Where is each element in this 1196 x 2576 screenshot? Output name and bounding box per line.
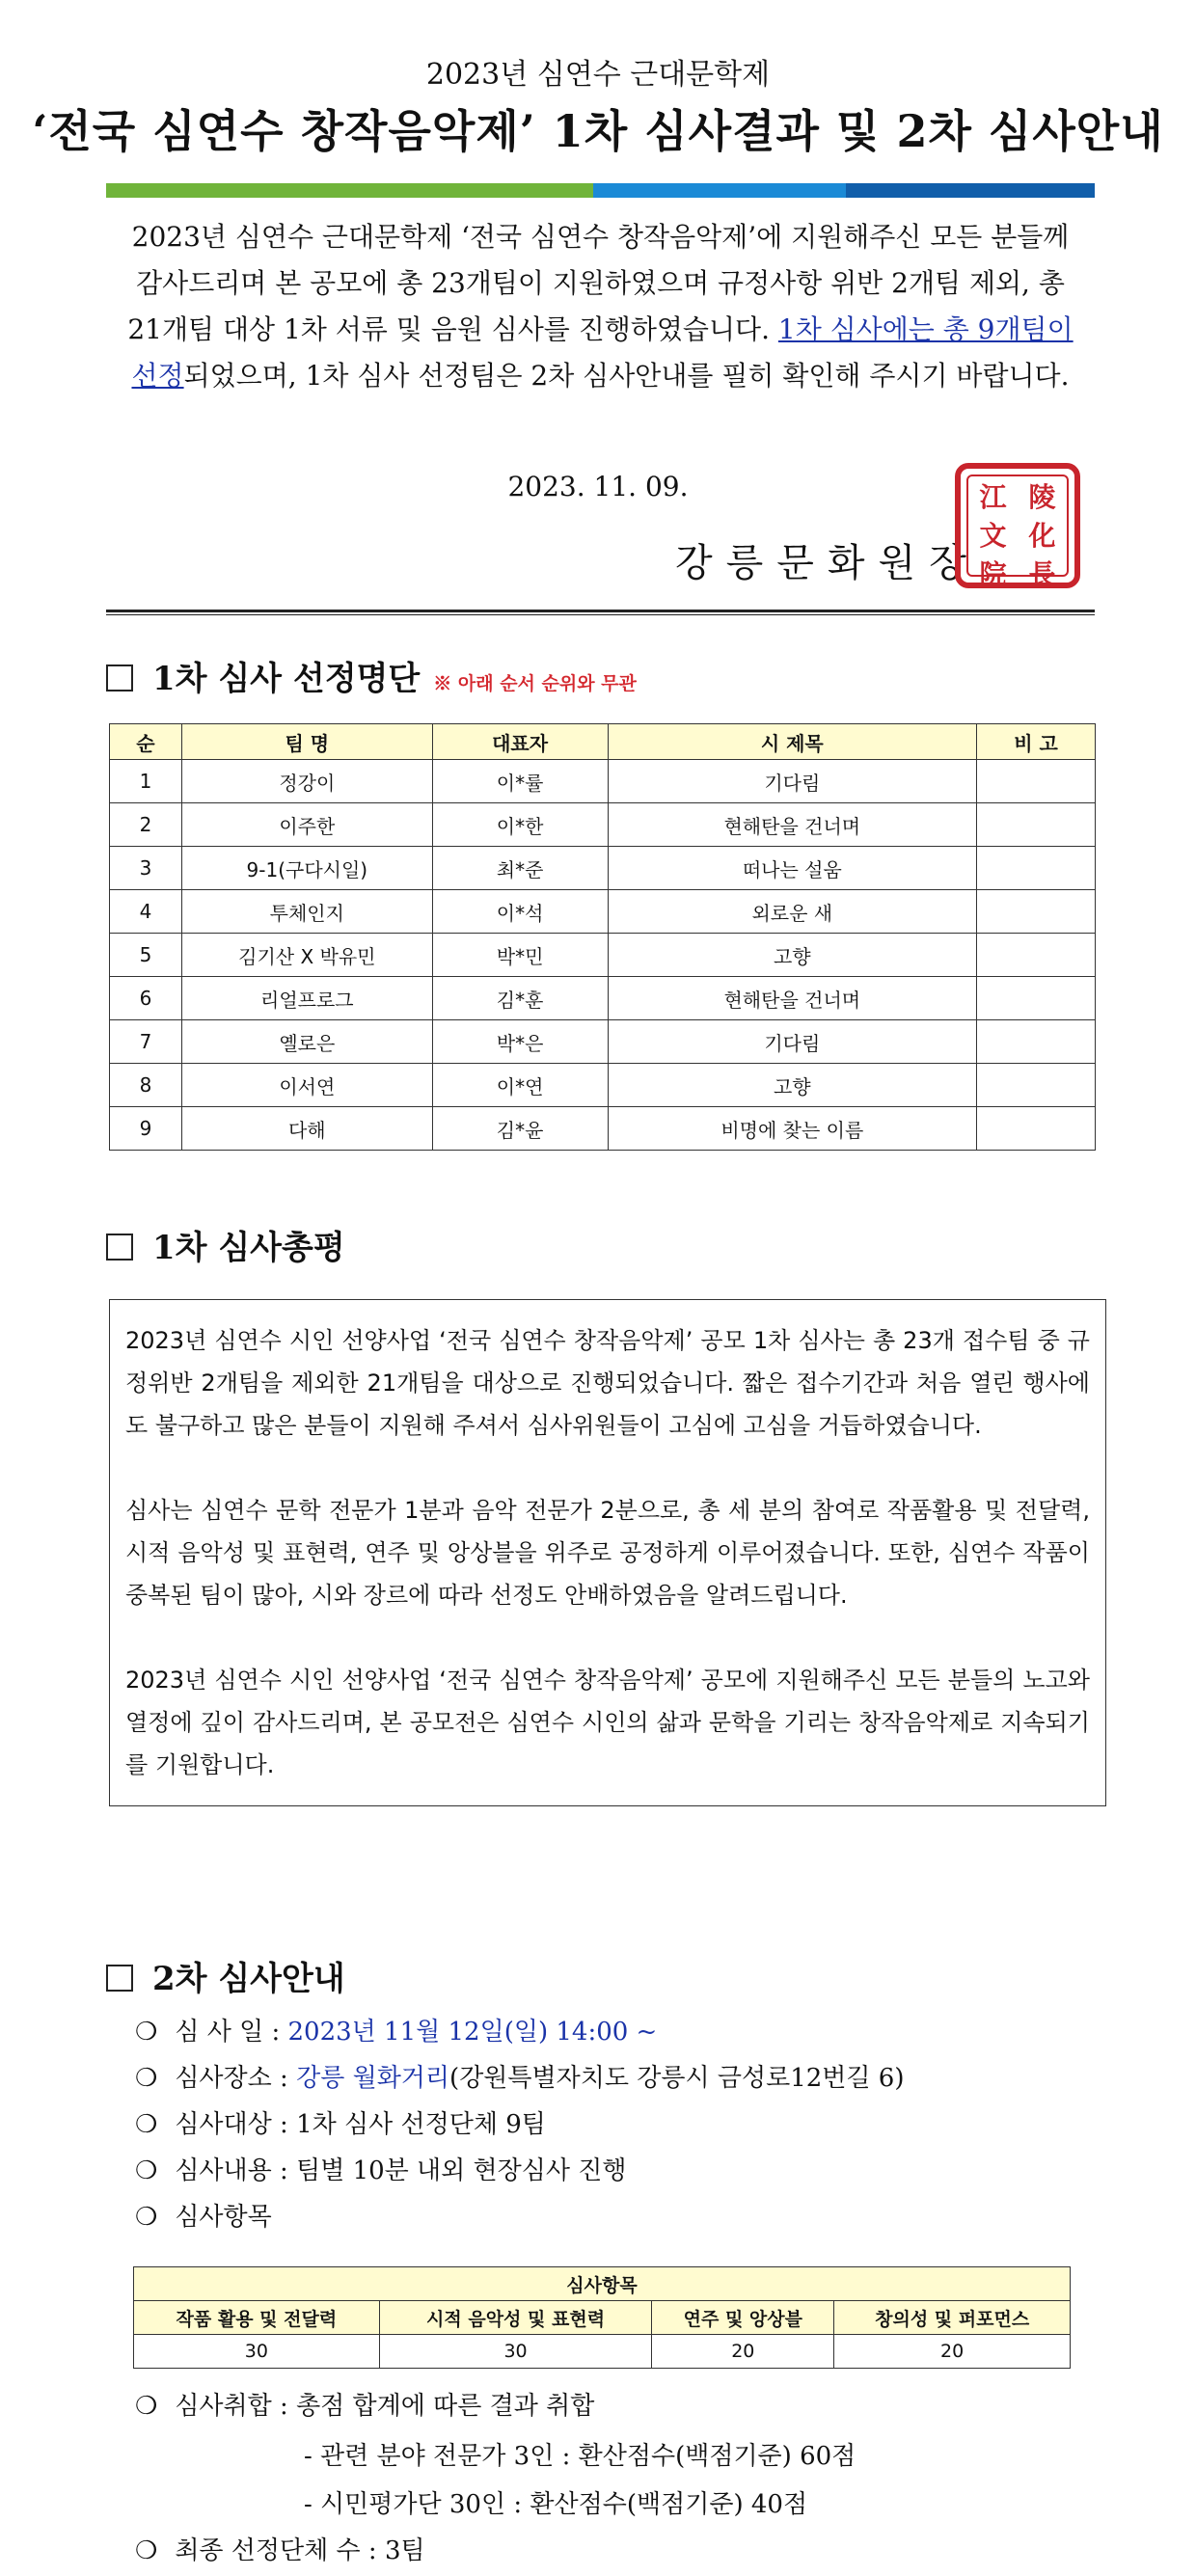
table-cell xyxy=(977,1020,1096,1064)
info-final xyxy=(135,2531,425,2566)
selection-table xyxy=(109,723,1096,1151)
table-cell: 고향 xyxy=(608,934,977,977)
criteria-score: 20 xyxy=(834,2335,1071,2369)
table-cell: 이서연 xyxy=(181,1064,432,1107)
table-cell: 박*민 xyxy=(432,934,608,977)
table-cell: 이주한 xyxy=(181,803,432,847)
info-value: 2023년 11월 12일(일) 14:00 ~ xyxy=(287,2018,658,2047)
table-cell: 정강이 xyxy=(181,760,432,803)
bullet-circle-icon: ❍ xyxy=(135,2156,158,2185)
table-cell: 최*준 xyxy=(432,847,608,890)
criteria-score: 30 xyxy=(134,2335,380,2369)
info-address: (강원특별자치도 강릉시 금성로12번길 6) xyxy=(449,2064,905,2093)
table-cell: 1 xyxy=(110,760,182,803)
review-paragraph: 심사는 심연수 문학 전문가 1분과 음악 전문가 2분으로, 총 세 분의 참여로 작품활용 및 전달력, 시적 음악성 및 표현력, 연주 및 앙상블을 위주로 공정하게 이루어졌습니다. 또한, 심연수 작품이 중복된 팀이 많아, 시와 장르에 따라 선정도 안배하였음을 알려드립니다. xyxy=(125,1497,1090,1609)
table-cell: 현해탄을 건너며 xyxy=(608,977,977,1020)
checkbox-square-icon xyxy=(106,1234,133,1261)
table-cell: 기다림 xyxy=(608,760,977,803)
intro-paragraph xyxy=(125,214,1075,399)
criteria-header: 창의성 및 퍼포먼스 xyxy=(834,2301,1071,2335)
info-value: 강릉 월화거리 xyxy=(296,2064,450,2093)
official-seal xyxy=(955,463,1080,588)
table-cell: 기다림 xyxy=(608,1020,977,1064)
table-cell: 외로운 새 xyxy=(608,890,977,934)
table-row xyxy=(110,1064,1096,1107)
info-label: 심사장소 : xyxy=(175,2064,297,2093)
table-cell xyxy=(977,1107,1096,1151)
section-heading-3 xyxy=(106,1952,345,1999)
table-row xyxy=(110,803,1096,847)
seal-glyph: 江 xyxy=(979,481,1007,513)
info-value: 1차 심사 선정단체 9팀 xyxy=(296,2110,546,2139)
table-cell: 리얼프로그 xyxy=(181,977,432,1020)
table-cell: 2 xyxy=(110,803,182,847)
intro-highlight: 1차 심사에는 총 9개팀이 선정 xyxy=(131,313,1074,392)
organization-name: 강릉문화원장 xyxy=(675,541,980,585)
criteria-caption: 심사항목 xyxy=(134,2267,1071,2301)
bullet-circle-icon: ❍ xyxy=(135,2392,158,2421)
table-cell xyxy=(977,760,1096,803)
table-row xyxy=(110,1107,1096,1151)
criteria-header: 연주 및 앙상블 xyxy=(652,2301,834,2335)
info-label: 심사항목 xyxy=(175,2203,272,2232)
table-row xyxy=(110,890,1096,934)
table-header: 비 고 xyxy=(977,724,1096,760)
table-row xyxy=(110,760,1096,803)
tally-text: 심사취합 : 총점 합계에 따른 결과 취합 xyxy=(175,2392,595,2421)
intro-text-2: 되었으며, 1차 심사 선정팀은 2차 심사안내를 필히 확인해 주시기 바랍니다. xyxy=(183,360,1070,392)
info-criteria xyxy=(135,2197,272,2233)
bullet-circle-icon: ❍ xyxy=(135,2110,158,2139)
table-cell: 9 xyxy=(110,1107,182,1151)
table-cell: 이*연 xyxy=(432,1064,608,1107)
table-cell: 떠나는 설움 xyxy=(608,847,977,890)
seal-glyph: 院 xyxy=(979,558,1007,590)
table-cell: 박*은 xyxy=(432,1020,608,1064)
table-cell: 투체인지 xyxy=(181,890,432,934)
info-place xyxy=(135,2058,905,2094)
table-cell: 김*윤 xyxy=(432,1107,608,1151)
table-cell: 5 xyxy=(110,934,182,977)
info-label: 심사대상 : xyxy=(175,2110,297,2139)
table-cell: 7 xyxy=(110,1020,182,1064)
table-cell: 9-1(구다시일) xyxy=(181,847,432,890)
table-cell xyxy=(977,847,1096,890)
checkbox-square-icon xyxy=(106,1965,133,1992)
table-row xyxy=(110,1020,1096,1064)
info-label: 심사내용 : xyxy=(175,2156,297,2185)
table-cell: 이*한 xyxy=(432,803,608,847)
table-row xyxy=(110,934,1096,977)
page-title: ‘전국 심연수 창작음악제’ 1차 심사결과 및 2차 심사안내 xyxy=(32,105,1164,157)
info-date xyxy=(135,2012,657,2047)
review-summary-box xyxy=(109,1299,1106,1806)
bullet-circle-icon: ❍ xyxy=(135,2536,158,2565)
checkbox-square-icon xyxy=(106,664,133,691)
tally-expert: - 관련 분야 전문가 3인 : 환산점수(백점기준) 60점 xyxy=(304,2442,856,2471)
table-row xyxy=(110,977,1096,1020)
table-cell: 현해탄을 건너며 xyxy=(608,803,977,847)
criteria-score: 30 xyxy=(379,2335,652,2369)
intro-text-1: 2023년 심연수 근대문학제 ‘전국 심연수 창작음악제’에 지원해주신 모든 분들께 감사드리며 본 공모에 총 23개팀이 지원하였으며 규정사항 위반 2개팀 제외, 총 21개팀 대상 1차 서류 및 음원 심사를 진행하였습니다. xyxy=(127,221,1070,345)
table-cell: 김*훈 xyxy=(432,977,608,1020)
table-cell: 3 xyxy=(110,847,182,890)
table-cell: 김기산 X 박유민 xyxy=(181,934,432,977)
review-paragraph: 2023년 심연수 시인 선양사업 ‘전국 심연수 창작음악제’ 공모 1차 심사는 총 23개 접수팀 중 규정위반 2개팀을 제외한 21개팀을 대상으로 진행되었습니다. 짧은 접수기간과 처음 열린 행사에도 불구하고 많은 분들이 지원해 주셔서 심사위원들이 고심에 고심을 거듭하였습니다. xyxy=(125,1327,1090,1439)
info-target xyxy=(135,2104,546,2140)
table-cell: 고향 xyxy=(608,1064,977,1107)
table-cell: 옐로은 xyxy=(181,1020,432,1064)
criteria-table xyxy=(133,2266,1071,2369)
section-3-title: 2차 심사안내 xyxy=(152,1960,345,1998)
table-cell: 비명에 찾는 이름 xyxy=(608,1107,977,1151)
criteria-header: 작품 활용 및 전달력 xyxy=(134,2301,380,2335)
table-cell: 6 xyxy=(110,977,182,1020)
section-2-title: 1차 심사총평 xyxy=(152,1229,345,1267)
table-cell: 다해 xyxy=(181,1107,432,1151)
table-cell xyxy=(977,803,1096,847)
bullet-circle-icon: ❍ xyxy=(135,2203,158,2232)
final-text: 최종 선정단체 수 : 3팀 xyxy=(175,2536,425,2565)
info-tally xyxy=(135,2386,594,2422)
table-cell: 이*석 xyxy=(432,890,608,934)
divider-rule xyxy=(106,610,1095,615)
info-label: 심 사 일 : xyxy=(175,2018,288,2047)
info-value: 팀별 10분 내외 현장심사 진행 xyxy=(296,2156,627,2185)
table-header: 시 제목 xyxy=(608,724,977,760)
color-bar xyxy=(106,183,1095,198)
table-row xyxy=(110,847,1096,890)
table-cell xyxy=(977,890,1096,934)
seal-glyph: 長 xyxy=(1028,558,1056,590)
tally-citizen: - 시민평가단 30인 : 환산점수(백점기준) 40점 xyxy=(304,2490,808,2519)
table-header: 팀 명 xyxy=(181,724,432,760)
review-paragraph: 2023년 심연수 시인 선양사업 ‘전국 심연수 창작음악제’ 공모에 지원해주신 모든 분들의 노고와 열정에 깊이 감사드리며, 본 공모전은 심연수 시인의 삶과 문학을 기리는 창작음악제로 지속되기를 기원합니다. xyxy=(125,1667,1090,1778)
table-cell xyxy=(977,934,1096,977)
table-header: 대표자 xyxy=(432,724,608,760)
table-cell xyxy=(977,977,1096,1020)
supertitle: 2023년 심연수 근대문학제 xyxy=(425,58,771,92)
info-content xyxy=(135,2151,627,2186)
section-heading-1 xyxy=(106,652,637,699)
section-1-title: 1차 심사 선정명단 xyxy=(152,660,421,698)
criteria-score: 20 xyxy=(652,2335,834,2369)
order-note: ※ 아래 순서 순위와 무관 xyxy=(433,673,637,694)
table-cell: 이*률 xyxy=(432,760,608,803)
seal-glyph: 文 xyxy=(979,520,1007,552)
criteria-header: 시적 음악성 및 표현력 xyxy=(379,2301,652,2335)
bullet-circle-icon: ❍ xyxy=(135,2064,158,2093)
issue-date: 2023. 11. 09. xyxy=(507,471,689,502)
bullet-circle-icon: ❍ xyxy=(135,2018,158,2047)
section-heading-2 xyxy=(106,1221,345,1268)
table-cell: 8 xyxy=(110,1064,182,1107)
seal-glyph: 化 xyxy=(1028,520,1056,552)
seal-glyph: 陵 xyxy=(1028,481,1056,513)
table-header: 순 xyxy=(110,724,182,760)
table-cell: 4 xyxy=(110,890,182,934)
table-cell xyxy=(977,1064,1096,1107)
